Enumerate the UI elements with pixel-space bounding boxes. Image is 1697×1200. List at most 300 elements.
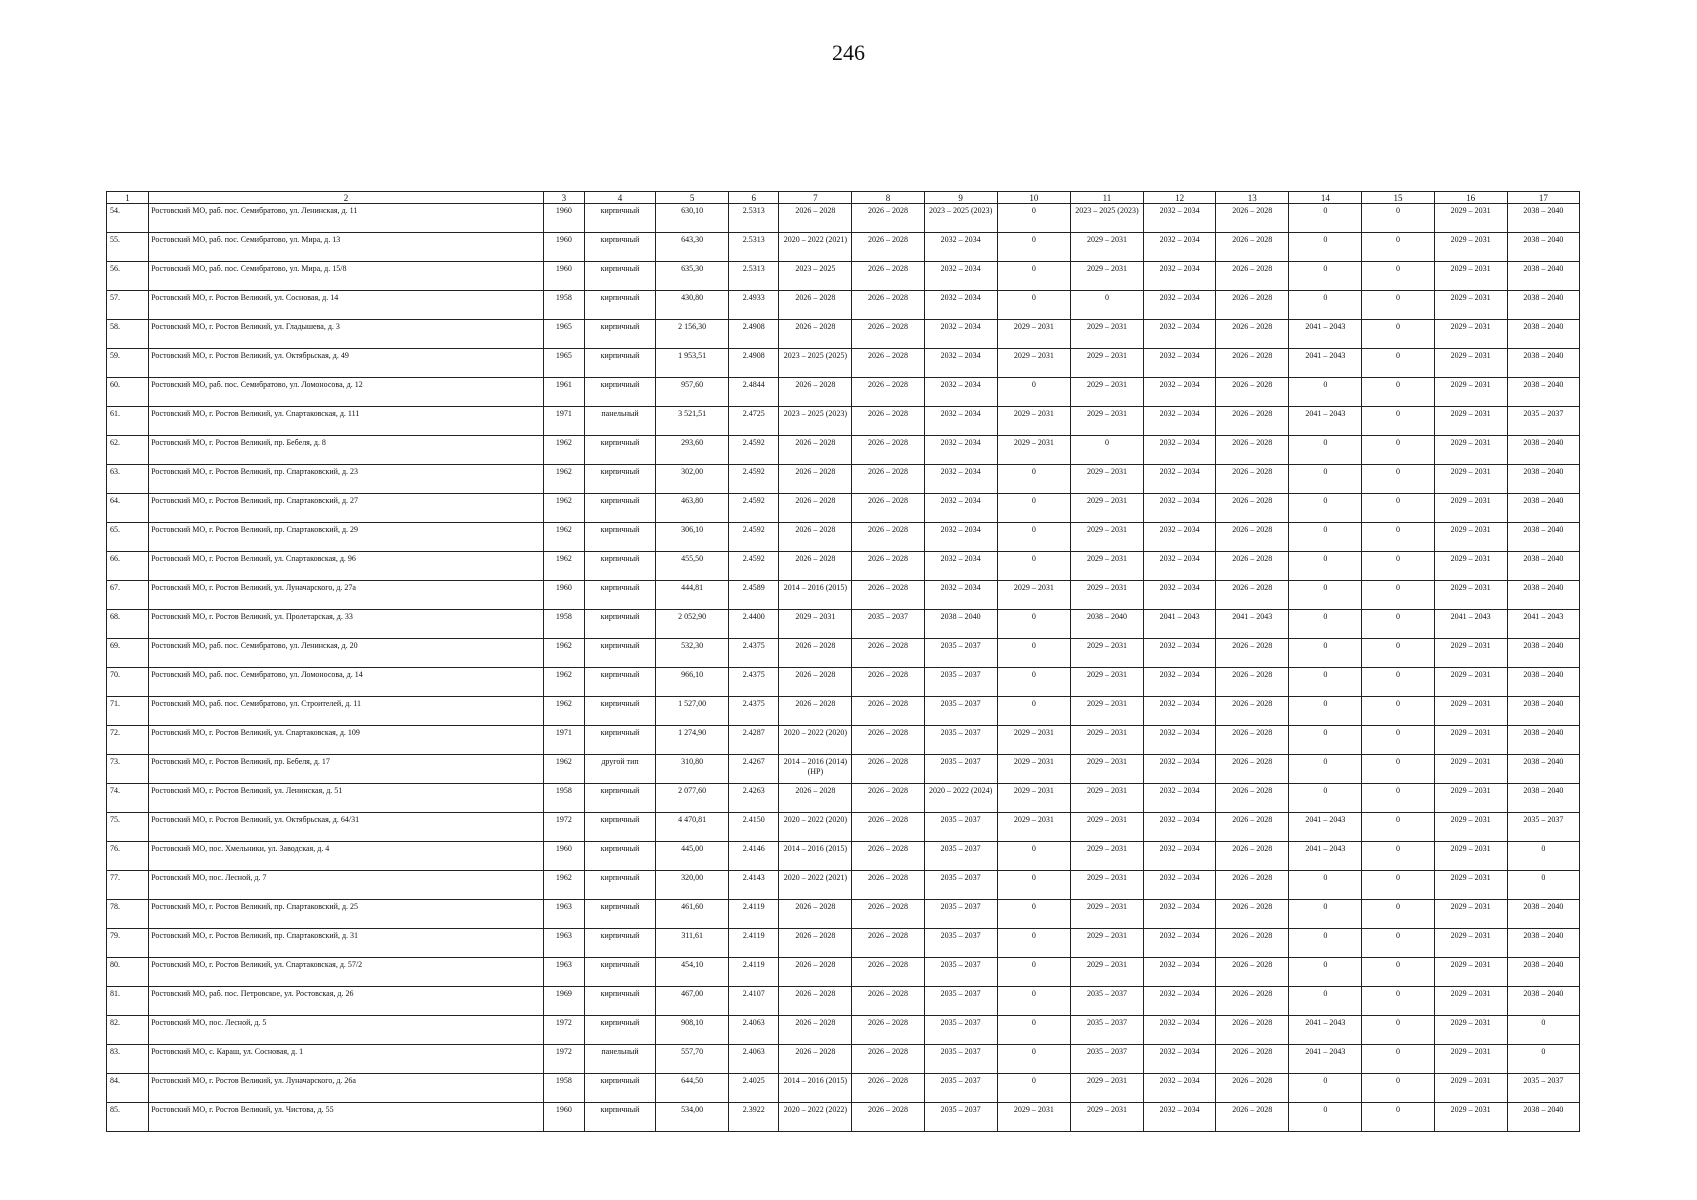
table-cell: 2032 – 2034: [1144, 726, 1216, 755]
table-cell: Ростовский МО, г. Ростов Великий, ул. Сосновая, д. 14: [149, 291, 544, 320]
table-cell: 2026 – 2028: [1216, 871, 1289, 900]
table-cell: 2026 – 2028: [852, 668, 924, 697]
table-cell: 2026 – 2028: [1216, 581, 1289, 610]
table-cell: 0: [1289, 262, 1362, 291]
table-cell: 2.4287: [729, 726, 779, 755]
table-cell: Ростовский МО, раб. пос. Семибратово, ул. Ленинская, д. 11: [149, 204, 544, 233]
table-cell: 0: [1362, 929, 1434, 958]
table-cell: 55.: [107, 233, 149, 262]
column-header: 11: [1070, 192, 1143, 204]
table-cell: Ростовский МО, г. Ростов Великий, ул. Ленинская, д. 51: [149, 784, 544, 813]
table-cell: 2026 – 2028: [1216, 784, 1289, 813]
table-cell: 0: [1289, 987, 1362, 1016]
table-cell: 2035 – 2037: [1507, 813, 1579, 842]
table-cell: 0: [1362, 436, 1434, 465]
table-cell: 293,60: [656, 436, 729, 465]
table-cell: 0: [997, 610, 1070, 639]
column-header: 9: [924, 192, 997, 204]
table-cell: 0: [1362, 1074, 1434, 1103]
table-cell: 2032 – 2034: [924, 378, 997, 407]
table-cell: 2038 – 2040: [1507, 697, 1579, 726]
table-row: [107, 204, 1580, 233]
table-cell: 2.4592: [729, 465, 779, 494]
table-cell: 2035 – 2037: [1507, 407, 1579, 436]
table-cell: 2041 – 2043: [1289, 320, 1362, 349]
table-cell: 2.4025: [729, 1074, 779, 1103]
table-cell: Ростовский МО, г. Ростов Великий, ул. Спартаковская, д. 57/2: [149, 958, 544, 987]
table-cell: 2.4592: [729, 436, 779, 465]
table-cell: 1962: [543, 552, 584, 581]
table-cell: 2032 – 2034: [924, 465, 997, 494]
table-cell: 2032 – 2034: [924, 407, 997, 436]
table-cell: 2032 – 2034: [924, 320, 997, 349]
table-cell: 0: [997, 842, 1070, 871]
table-cell: 0: [1362, 726, 1434, 755]
column-header: 12: [1144, 192, 1216, 204]
table-cell: 0: [1362, 523, 1434, 552]
table-cell: Ростовский МО, раб. пос. Семибратово, ул. Ломоносова, д. 14: [149, 668, 544, 697]
table-cell: 2032 – 2034: [1144, 697, 1216, 726]
table-cell: 2029 – 2031: [1434, 378, 1507, 407]
table-cell: кирпичный: [584, 929, 655, 958]
table-cell: 2032 – 2034: [1144, 1045, 1216, 1074]
table-cell: 2026 – 2028: [1216, 929, 1289, 958]
table-cell: кирпичный: [584, 262, 655, 291]
table-cell: 2026 – 2028: [1216, 349, 1289, 378]
table-cell: 2.4725: [729, 407, 779, 436]
table-cell: 2035 – 2037: [1070, 987, 1143, 1016]
table-cell: 2035 – 2037: [924, 987, 997, 1016]
table-cell: 2026 – 2028: [852, 842, 924, 871]
table-cell: 75.: [107, 813, 149, 842]
table-row: [107, 668, 1580, 697]
table-row: [107, 639, 1580, 668]
table-cell: 2020 – 2022 (2021): [779, 871, 852, 900]
table-cell: 2029 – 2031: [1434, 465, 1507, 494]
table-cell: 2.4933: [729, 291, 779, 320]
table-cell: 2026 – 2028: [779, 552, 852, 581]
table-cell: 2029 – 2031: [1434, 784, 1507, 813]
table-cell: Ростовский МО, г. Ростов Великий, ул. Спартаковская, д. 109: [149, 726, 544, 755]
table-cell: 2029 – 2031: [1434, 291, 1507, 320]
table-cell: 2026 – 2028: [852, 958, 924, 987]
table-cell: 2041 – 2043: [1289, 1016, 1362, 1045]
table-cell: кирпичный: [584, 900, 655, 929]
table-cell: 2029 – 2031: [1070, 465, 1143, 494]
table-row: [107, 552, 1580, 581]
table-cell: 2.4400: [729, 610, 779, 639]
table-cell: 1963: [543, 958, 584, 987]
table-cell: 71.: [107, 697, 149, 726]
table-cell: 2029 – 2031: [1070, 871, 1143, 900]
table-cell: 2026 – 2028: [779, 668, 852, 697]
table-cell: 2029 – 2031: [997, 581, 1070, 610]
table-cell: 0: [1289, 291, 1362, 320]
table-cell: 2026 – 2028: [779, 436, 852, 465]
column-header: 7: [779, 192, 852, 204]
column-header: 8: [852, 192, 924, 204]
table-cell: 2026 – 2028: [1216, 639, 1289, 668]
table-cell: 2026 – 2028: [1216, 523, 1289, 552]
table-cell: 2032 – 2034: [924, 436, 997, 465]
table-cell: кирпичный: [584, 204, 655, 233]
table-cell: 2029 – 2031: [1070, 668, 1143, 697]
table-cell: 0: [1289, 958, 1362, 987]
table-cell: 2029 – 2031: [1434, 726, 1507, 755]
table-cell: 0: [1289, 204, 1362, 233]
table-cell: кирпичный: [584, 668, 655, 697]
table-cell: 2026 – 2028: [779, 465, 852, 494]
table-cell: 0: [997, 494, 1070, 523]
table-row: [107, 233, 1580, 262]
table-cell: 1 274,90: [656, 726, 729, 755]
table-cell: 2029 – 2031: [997, 320, 1070, 349]
table-cell: 2026 – 2028: [1216, 204, 1289, 233]
table-cell: 0: [997, 378, 1070, 407]
table-cell: 644,50: [656, 1074, 729, 1103]
table-cell: 2026 – 2028: [779, 1016, 852, 1045]
table-cell: 0: [1362, 320, 1434, 349]
table-cell: 2029 – 2031: [1070, 842, 1143, 871]
table-cell: 2026 – 2028: [852, 320, 924, 349]
table-cell: 2029 – 2031: [1070, 929, 1143, 958]
table-cell: 0: [1362, 552, 1434, 581]
table-cell: 320,00: [656, 871, 729, 900]
table-cell: 444,81: [656, 581, 729, 610]
table-cell: Ростовский МО, г. Ростов Великий, ул. Октябрьская, д. 64/31: [149, 813, 544, 842]
table-cell: 2029 – 2031: [1434, 581, 1507, 610]
table-cell: 61.: [107, 407, 149, 436]
table-cell: 2029 – 2031: [1434, 407, 1507, 436]
table-cell: 2026 – 2028: [779, 697, 852, 726]
table-cell: 2029 – 2031: [1434, 552, 1507, 581]
table-cell: 2035 – 2037: [924, 813, 997, 842]
table-cell: 311,61: [656, 929, 729, 958]
table-cell: 2035 – 2037: [924, 1016, 997, 1045]
table-cell: 0: [997, 552, 1070, 581]
column-header: 6: [729, 192, 779, 204]
table-cell: 0: [997, 262, 1070, 291]
table-cell: 635,30: [656, 262, 729, 291]
table-cell: 2029 – 2031: [1070, 378, 1143, 407]
table-cell: 57.: [107, 291, 149, 320]
table-row: [107, 465, 1580, 494]
table-cell: Ростовский МО, пос. Лесной, д. 7: [149, 871, 544, 900]
table-cell: 2026 – 2028: [852, 784, 924, 813]
table-cell: Ростовский МО, с. Караш, ул. Сосновая, д. 1: [149, 1045, 544, 1074]
table-cell: 2.5313: [729, 233, 779, 262]
table-cell: 2032 – 2034: [1144, 204, 1216, 233]
table-cell: Ростовский МО, раб. пос. Семибратово, ул. Мира, д. 13: [149, 233, 544, 262]
table-row: [107, 407, 1580, 436]
table-cell: 2.4592: [729, 552, 779, 581]
table-cell: 2035 – 2037: [924, 755, 997, 784]
table-cell: 2026 – 2028: [1216, 262, 1289, 291]
table-cell: 0: [1289, 1103, 1362, 1132]
table-cell: 2.5313: [729, 262, 779, 291]
table-cell: 2035 – 2037: [924, 726, 997, 755]
table-cell: 2026 – 2028: [1216, 697, 1289, 726]
table-cell: 1962: [543, 494, 584, 523]
table-cell: 59.: [107, 349, 149, 378]
table-cell: 2026 – 2028: [1216, 436, 1289, 465]
table-cell: 2026 – 2028: [1216, 552, 1289, 581]
table-cell: кирпичный: [584, 494, 655, 523]
table-cell: 2026 – 2028: [779, 494, 852, 523]
table-cell: 2032 – 2034: [1144, 668, 1216, 697]
table-cell: 2029 – 2031: [997, 349, 1070, 378]
table-cell: 1963: [543, 900, 584, 929]
table-cell: 2.4063: [729, 1016, 779, 1045]
table-cell: 0: [1289, 726, 1362, 755]
table-cell: 2026 – 2028: [852, 436, 924, 465]
table-cell: 2035 – 2037: [924, 842, 997, 871]
table-cell: 1971: [543, 726, 584, 755]
table-cell: 2038 – 2040: [1507, 987, 1579, 1016]
table-cell: 2026 – 2028: [852, 1045, 924, 1074]
table-cell: 455,50: [656, 552, 729, 581]
table-cell: 2.4592: [729, 523, 779, 552]
table-cell: Ростовский МО, г. Ростов Великий, пр. Спартаковский, д. 27: [149, 494, 544, 523]
table-cell: 2029 – 2031: [997, 436, 1070, 465]
table-cell: 2.4119: [729, 929, 779, 958]
table-cell: 2.4146: [729, 842, 779, 871]
table-cell: 0: [1362, 349, 1434, 378]
table-cell: Ростовский МО, пос. Лесной, д. 5: [149, 1016, 544, 1045]
table-cell: 2029 – 2031: [1434, 523, 1507, 552]
table-cell: 2029 – 2031: [1070, 958, 1143, 987]
table-cell: 2041 – 2043: [1144, 610, 1216, 639]
table-row: [107, 581, 1580, 610]
table-cell: 2038 – 2040: [1507, 523, 1579, 552]
table-cell: 2029 – 2031: [1434, 349, 1507, 378]
table-cell: 2029 – 2031: [1434, 755, 1507, 784]
column-header: 17: [1507, 192, 1579, 204]
table-cell: 2029 – 2031: [1070, 349, 1143, 378]
table-cell: 0: [1362, 958, 1434, 987]
table-cell: 0: [1289, 523, 1362, 552]
table-cell: 58.: [107, 320, 149, 349]
column-header: 4: [584, 192, 655, 204]
table-cell: 2038 – 2040: [1507, 320, 1579, 349]
table-row: [107, 871, 1580, 900]
table-row: [107, 813, 1580, 842]
table-cell: 2038 – 2040: [1507, 465, 1579, 494]
table-cell: кирпичный: [584, 581, 655, 610]
table-cell: 2035 – 2037: [924, 1045, 997, 1074]
table-cell: 643,30: [656, 233, 729, 262]
table-cell: 2029 – 2031: [1070, 784, 1143, 813]
table-cell: 2026 – 2028: [779, 291, 852, 320]
table-cell: 2.4844: [729, 378, 779, 407]
table-cell: 2038 – 2040: [1507, 668, 1579, 697]
table-cell: 2032 – 2034: [1144, 581, 1216, 610]
table-cell: 2038 – 2040: [1507, 204, 1579, 233]
table-cell: 2.4143: [729, 871, 779, 900]
table-cell: 1962: [543, 523, 584, 552]
table-cell: кирпичный: [584, 1016, 655, 1045]
table-cell: другой тип: [584, 755, 655, 784]
table-cell: 0: [1362, 668, 1434, 697]
table-cell: 1961: [543, 378, 584, 407]
table-cell: 1962: [543, 755, 584, 784]
table-cell: 2029 – 2031: [997, 813, 1070, 842]
table-cell: 2035 – 2037: [924, 900, 997, 929]
table-cell: 2035 – 2037: [924, 871, 997, 900]
table-cell: кирпичный: [584, 465, 655, 494]
table-cell: 908,10: [656, 1016, 729, 1045]
table-cell: 1962: [543, 639, 584, 668]
table-cell: 2038 – 2040: [1507, 378, 1579, 407]
table-cell: 2038 – 2040: [1507, 1103, 1579, 1132]
table-cell: кирпичный: [584, 233, 655, 262]
table-cell: 0: [997, 987, 1070, 1016]
table-cell: 2020 – 2022 (2020): [779, 813, 852, 842]
table-cell: 1960: [543, 204, 584, 233]
table-cell: Ростовский МО, г. Ростов Великий, ул. Гладышева, д. 3: [149, 320, 544, 349]
table-cell: 2035 – 2037: [924, 1103, 997, 1132]
table-cell: 2026 – 2028: [852, 494, 924, 523]
table-cell: 0: [1362, 581, 1434, 610]
table-cell: Ростовский МО, раб. пос. Петровское, ул. Ростовская, д. 26: [149, 987, 544, 1016]
table-cell: Ростовский МО, пос. Хмельники, ул. Заводская, д. 4: [149, 842, 544, 871]
table-cell: 0: [1362, 987, 1434, 1016]
table-cell: 2038 – 2040: [1507, 349, 1579, 378]
table-cell: Ростовский МО, г. Ростов Великий, пр. Спартаковский, д. 23: [149, 465, 544, 494]
table-cell: 2.4119: [729, 958, 779, 987]
table-cell: 60.: [107, 378, 149, 407]
table-row: [107, 842, 1580, 871]
table-cell: 2038 – 2040: [1507, 581, 1579, 610]
table-cell: 2029 – 2031: [1070, 581, 1143, 610]
table-row: [107, 494, 1580, 523]
table-cell: 2026 – 2028: [852, 233, 924, 262]
table-cell: 0: [1362, 378, 1434, 407]
table-cell: 0: [997, 233, 1070, 262]
table-cell: 2029 – 2031: [997, 1103, 1070, 1132]
table-cell: 2032 – 2034: [1144, 233, 1216, 262]
table-cell: 2038 – 2040: [1507, 552, 1579, 581]
table-cell: 2026 – 2028: [852, 262, 924, 291]
table-cell: Ростовский МО, г. Ростов Великий, ул. Спартаковская, д. 96: [149, 552, 544, 581]
table-cell: 62.: [107, 436, 149, 465]
table-cell: 2023 – 2025 (2023): [779, 407, 852, 436]
table-cell: 1960: [543, 581, 584, 610]
table-cell: 2026 – 2028: [1216, 900, 1289, 929]
table-cell: 0: [1362, 871, 1434, 900]
table-cell: 467,00: [656, 987, 729, 1016]
table-cell: 2035 – 2037: [1070, 1045, 1143, 1074]
table-cell: Ростовский МО, раб. пос. Семибратово, ул. Строителей, д. 11: [149, 697, 544, 726]
table-cell: 2026 – 2028: [852, 523, 924, 552]
table-cell: 2026 – 2028: [1216, 1045, 1289, 1074]
table-cell: 2035 – 2037: [924, 929, 997, 958]
table-cell: 0: [1362, 262, 1434, 291]
table-cell: 2038 – 2040: [1507, 262, 1579, 291]
table-cell: 2032 – 2034: [1144, 349, 1216, 378]
table-cell: 2026 – 2028: [1216, 291, 1289, 320]
table-cell: 0: [1289, 929, 1362, 958]
table-cell: 0: [1362, 204, 1434, 233]
table-cell: 2.4107: [729, 987, 779, 1016]
table-cell: 2026 – 2028: [852, 755, 924, 784]
table-cell: 2026 – 2028: [852, 349, 924, 378]
table-cell: кирпичный: [584, 523, 655, 552]
table-cell: 2035 – 2037: [924, 668, 997, 697]
table-cell: Ростовский МО, г. Ростов Великий, ул. Спартаковская, д. 111: [149, 407, 544, 436]
table-cell: 2041 – 2043: [1289, 842, 1362, 871]
table-cell: 85.: [107, 1103, 149, 1132]
table-cell: 2 156,30: [656, 320, 729, 349]
table-cell: 2026 – 2028: [779, 523, 852, 552]
table-cell: 2029 – 2031: [1434, 842, 1507, 871]
table-cell: 2 077,60: [656, 784, 729, 813]
table-cell: 2032 – 2034: [1144, 755, 1216, 784]
table-cell: 2020 – 2022 (2024): [924, 784, 997, 813]
table-cell: Ростовский МО, г. Ростов Великий, пр. Спартаковский, д. 25: [149, 900, 544, 929]
table-row: [107, 610, 1580, 639]
table-cell: 2029 – 2031: [1434, 871, 1507, 900]
table-cell: 2038 – 2040: [1507, 726, 1579, 755]
table-cell: 2029 – 2031: [1070, 1074, 1143, 1103]
table-cell: 1958: [543, 784, 584, 813]
table-cell: 454,10: [656, 958, 729, 987]
table-cell: кирпичный: [584, 320, 655, 349]
table-cell: кирпичный: [584, 958, 655, 987]
table-cell: 0: [1289, 436, 1362, 465]
table-cell: 1960: [543, 233, 584, 262]
header-row: [107, 192, 1580, 204]
table-cell: 2032 – 2034: [1144, 407, 1216, 436]
table-cell: 2041 – 2043: [1434, 610, 1507, 639]
table-cell: 0: [997, 204, 1070, 233]
table-cell: 63.: [107, 465, 149, 494]
table-cell: 957,60: [656, 378, 729, 407]
table-cell: панельный: [584, 407, 655, 436]
table-cell: 0: [1289, 755, 1362, 784]
table-row: [107, 958, 1580, 987]
table-cell: 2026 – 2028: [1216, 755, 1289, 784]
table-cell: 2032 – 2034: [924, 552, 997, 581]
table-cell: 2032 – 2034: [924, 291, 997, 320]
table-cell: кирпичный: [584, 726, 655, 755]
table-cell: 0: [1070, 291, 1143, 320]
table-cell: 0: [1289, 871, 1362, 900]
column-header: 1: [107, 192, 149, 204]
table-cell: 2026 – 2028: [1216, 494, 1289, 523]
table-cell: 2.5313: [729, 204, 779, 233]
table-cell: 2032 – 2034: [1144, 1103, 1216, 1132]
table-cell: 2032 – 2034: [924, 581, 997, 610]
table-cell: 1965: [543, 320, 584, 349]
table-cell: 2029 – 2031: [1434, 1016, 1507, 1045]
table-cell: 2032 – 2034: [1144, 1074, 1216, 1103]
table-cell: кирпичный: [584, 842, 655, 871]
table-cell: 306,10: [656, 523, 729, 552]
table-cell: 461,60: [656, 900, 729, 929]
table-body: [107, 204, 1580, 1132]
table-cell: кирпичный: [584, 349, 655, 378]
page-number: 246: [832, 40, 865, 65]
table-cell: 2032 – 2034: [1144, 900, 1216, 929]
table-cell: 2026 – 2028: [779, 378, 852, 407]
table-cell: 2029 – 2031: [1434, 958, 1507, 987]
table-cell: 78.: [107, 900, 149, 929]
table-cell: 2026 – 2028: [1216, 465, 1289, 494]
table-cell: 2029 – 2031: [1434, 436, 1507, 465]
table-cell: 2029 – 2031: [997, 726, 1070, 755]
table-cell: 56.: [107, 262, 149, 291]
